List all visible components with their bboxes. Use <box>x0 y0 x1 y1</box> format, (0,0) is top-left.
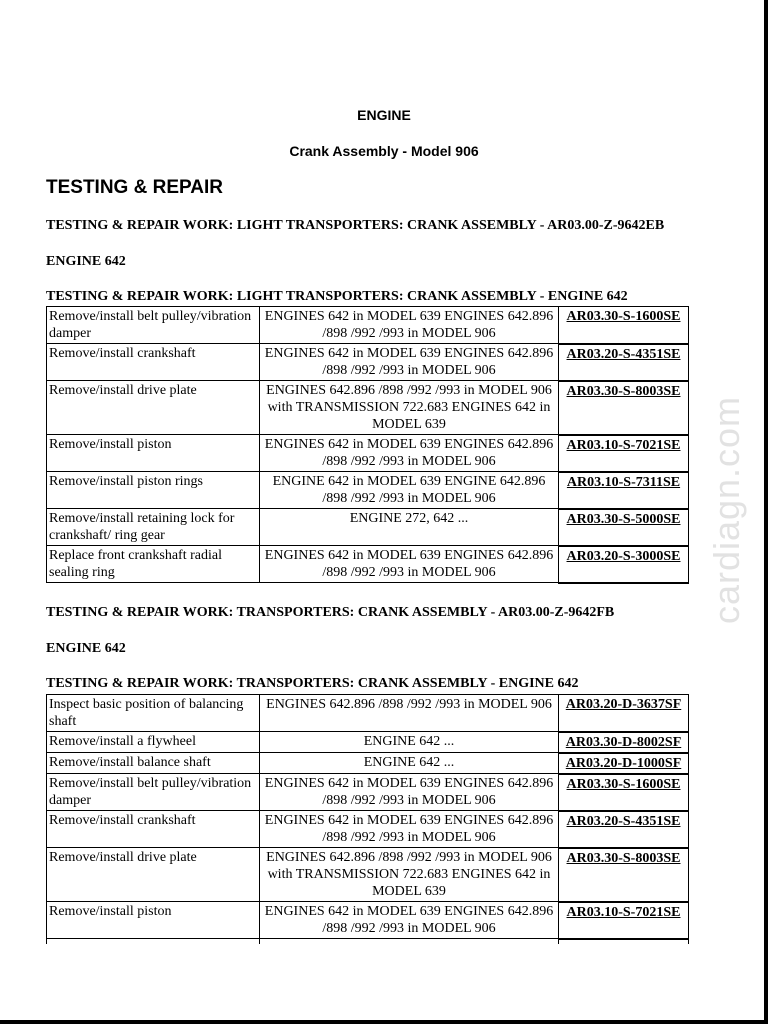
task-cell: Remove/install retaining lock for crankshaft/ ring gear <box>47 509 260 546</box>
table-row <box>47 509 689 546</box>
work-title-transporters: TESTING & REPAIR WORK: TRANSPORTERS: CRANK ASSEMBLY - AR03.00-Z-9642FB <box>46 605 615 620</box>
document-subtitle: Crank Assembly - Model 906 <box>289 143 479 159</box>
table-row <box>47 381 689 435</box>
task-cell: Remove/install drive plate <box>47 381 260 435</box>
task-cell: Inspect basic position of balancing shaft <box>47 695 260 732</box>
table-row <box>47 848 689 902</box>
task-cell: Remove/install crankshaft <box>47 811 260 848</box>
table-title-light-transporters: TESTING & REPAIR WORK: LIGHT TRANSPORTERS: CRANK ASSEMBLY - ENGINE 642 <box>46 289 628 304</box>
reference-link[interactable]: AR03.30-S-5000SE <box>559 509 689 546</box>
procedure-table-transporters <box>46 694 689 944</box>
table-row <box>47 753 689 774</box>
engine-label-2: ENGINE 642 <box>46 641 126 656</box>
table-row <box>47 811 689 848</box>
reference-link[interactable]: AR03.20-D-1000SF <box>559 753 689 774</box>
applicability-cell: ENGINES 642.896 /898 /992 /993 in MODEL 906 with TRANSMISSION 722.683 ENGINES 642 in MODEL 639 <box>260 381 559 435</box>
reference-link[interactable]: AR03.30-D-8002SF <box>559 732 689 753</box>
task-cell: Remove/install balance shaft <box>47 753 260 774</box>
applicability-cell: ENGINES 642 in MODEL 639 ENGINES 642.896 /898 /992 /993 in MODEL 906 <box>260 811 559 848</box>
applicability-cell: ENGINES 642 in MODEL 639 ENGINES 642.896 /898 /992 /993 in MODEL 906 <box>260 307 559 344</box>
task-cell: Remove/install piston <box>47 902 260 939</box>
reference-link[interactable]: AR03.30-S-1600SE <box>559 307 689 344</box>
task-cell: Replace front crankshaft radial sealing ring <box>47 546 260 583</box>
task-cell: Remove/install belt pulley/vibration damper <box>47 307 260 344</box>
reference-link[interactable]: AR03.30-S-1600SE <box>559 774 689 811</box>
reference-link[interactable]: AR03.20-S-4351SE <box>559 811 689 848</box>
reference-link[interactable]: AR03.10-S-7021SE <box>559 902 689 939</box>
task-cell: Remove/install belt pulley/vibration damper <box>47 774 260 811</box>
table-row <box>47 902 689 939</box>
page-heading: TESTING & REPAIR <box>46 177 223 198</box>
table-title-transporters: TESTING & REPAIR WORK: TRANSPORTERS: CRANK ASSEMBLY - ENGINE 642 <box>46 676 579 691</box>
applicability-cell: ENGINES 642 in MODEL 639 ENGINES 642.896 /898 /992 /993 in MODEL 906 <box>260 344 559 381</box>
applicability-cell: ENGINE 642 in MODEL 639 ENGINE 642.896 /898 /992 /993 in MODEL 906 <box>260 472 559 509</box>
table-row <box>47 307 689 344</box>
table-row <box>47 774 689 811</box>
task-cell: Remove/install piston rings <box>47 472 260 509</box>
reference-link[interactable]: AR03.10-S-7311SE <box>559 472 689 509</box>
reference-link[interactable]: AR03.10-S-7021SE <box>559 435 689 472</box>
applicability-cell: ENGINES 642 in MODEL 639 ENGINES 642.896 /898 /992 /993 in MODEL 906 <box>260 435 559 472</box>
task-cell: Remove/install drive plate <box>47 848 260 902</box>
reference-link[interactable]: AR03.20-D-3637SF <box>559 695 689 732</box>
reference-link[interactable]: AR03.20-S-3000SE <box>559 546 689 583</box>
table-row <box>47 435 689 472</box>
task-cell: Remove/install a flywheel <box>47 732 260 753</box>
section-title: ENGINE <box>357 107 411 123</box>
task-cell: Remove/install piston <box>47 435 260 472</box>
applicability-cell: ENGINE 272, 642 ... <box>260 509 559 546</box>
applicability-cell: ENGINES 642 in MODEL 639 ENGINES 642.896 /898 /992 /993 in MODEL 906 <box>260 902 559 939</box>
applicability-cell: ENGINES 642.896 /898 /992 /993 in MODEL 906 with TRANSMISSION 722.683 ENGINES 642 in MODEL 639 <box>260 848 559 902</box>
reference-link[interactable]: AR03.30-S-8003SE <box>559 848 689 902</box>
table-row <box>47 695 689 732</box>
task-cell: Remove/install crankshaft <box>47 344 260 381</box>
table-row <box>47 546 689 583</box>
applicability-cell: ENGINES 642.896 /898 /992 /993 in MODEL 906 <box>260 695 559 732</box>
reference-link[interactable]: AR03.20-S-4351SE <box>559 344 689 381</box>
table-row-partial <box>47 939 689 944</box>
applicability-cell: ENGINES 642 in MODEL 639 ENGINES 642.896 /898 /992 /993 in MODEL 906 <box>260 546 559 583</box>
applicability-cell: ENGINES 642 in MODEL 639 ENGINES 642.896 /898 /992 /993 in MODEL 906 <box>260 774 559 811</box>
table-row <box>47 732 689 753</box>
applicability-cell: ENGINE 642 ... <box>260 732 559 753</box>
applicability-cell: ENGINE 642 ... <box>260 753 559 774</box>
work-title-light-transporters: TESTING & REPAIR WORK: LIGHT TRANSPORTERS: CRANK ASSEMBLY - AR03.00-Z-9642EB <box>46 218 665 233</box>
table-row <box>47 472 689 509</box>
engine-label-1: ENGINE 642 <box>46 254 126 269</box>
procedure-table-light-transporters <box>46 306 689 584</box>
reference-link[interactable]: AR03.30-S-8003SE <box>559 381 689 435</box>
watermark: cardiagn.com <box>706 395 747 625</box>
table-row <box>47 344 689 381</box>
